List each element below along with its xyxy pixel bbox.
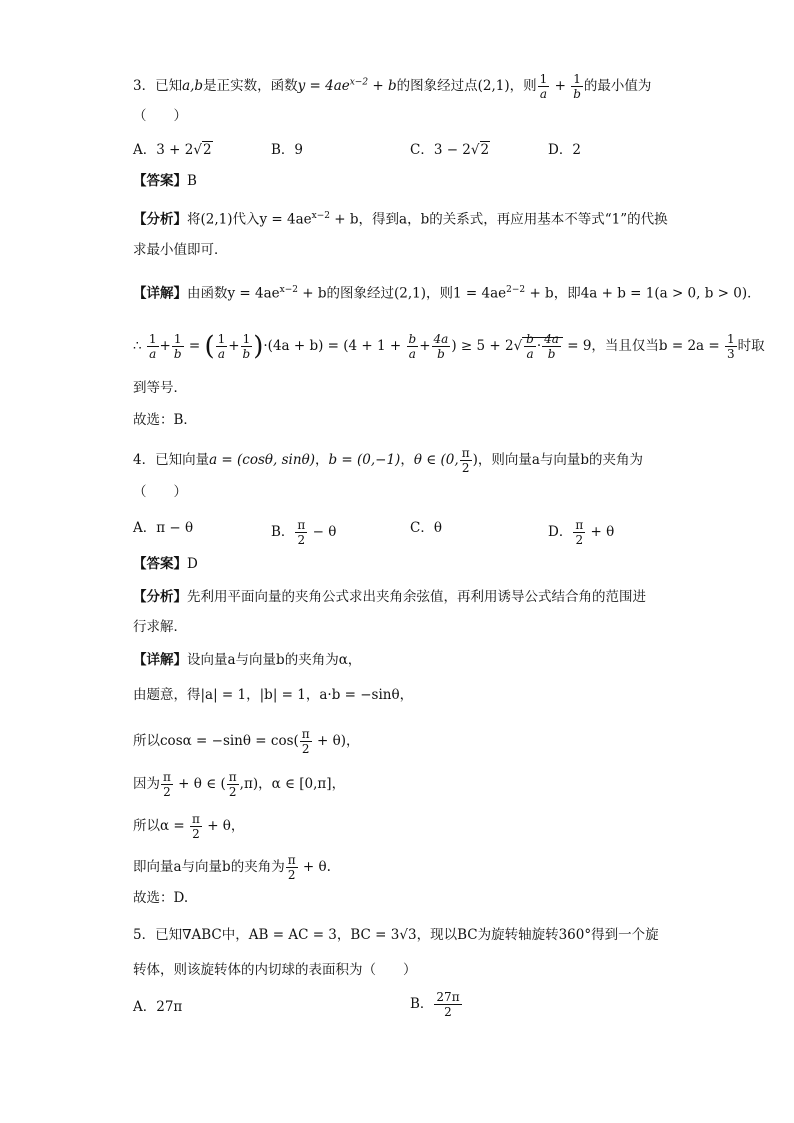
q4-detail-4: 因为 $\frac{\pi}{2}$ + θ ∈ ( $\frac{\pi}{2}$ ,π)，α ∈ [0,π]， <box>133 770 346 799</box>
q4-option-c: C．θ <box>410 520 442 536</box>
q3-option-a: A．3 + 2√2 <box>133 142 212 158</box>
q3-detail: 【详解】由函数$y = 4ae^{x-2} + b$的图象经过(2,1)，则$1 = 4ae^{2-2} + b$，即4a + b = 1(a > 0, b > 0)． <box>133 285 761 302</box>
q5-option-b: B． $\frac{27\pi}{2}$ <box>410 990 460 1019</box>
q3-choose: 故选：B． <box>133 412 197 428</box>
q3-option-b: B．9 <box>271 142 304 158</box>
q3-blank: （ ） <box>133 108 187 124</box>
q3-detail-cont: 到等号． <box>133 380 187 396</box>
q5-stem-cont: 转体，则该旋转体的内切球的表面积为（ ） <box>133 962 417 978</box>
q4-detail-6: 即向量a与向量b的夹角为 $\frac{\pi}{2}$ + θ. <box>133 853 331 882</box>
q5-stem: 5．已知∇ABC中，AB = AC = 3，BC = 3√3，现以BC为旋转轴旋转360°得到一个旋 <box>133 927 659 943</box>
q3-analysis-cont: 求最小值即可． <box>133 242 228 258</box>
q4-analysis-cont: 行求解． <box>133 619 187 635</box>
q3-option-c: C．3 − 2√2 <box>410 142 490 158</box>
q4-analysis: 【分析】先利用平面向量的夹角公式求出夹角余弦值，再利用诱导公式结合角的范围进 <box>133 589 646 605</box>
q4-choose: 故选：D. <box>133 890 189 906</box>
q3-analysis: 【分析】将(2,1)代入$y = 4ae^{x-2} + b$，得到a，b的关系式，再应用基本不等式“1”的代换 <box>133 211 668 228</box>
q4-detail-5: 所以α = $\frac{\pi}{2}$ + θ， <box>133 812 245 841</box>
q4-answer: 【答案】D <box>133 556 198 572</box>
q3-option-d: D．2 <box>548 142 581 158</box>
q4-option-a: A．π − θ <box>133 520 194 536</box>
q3-answer: 【答案】B <box>133 173 197 189</box>
q4-detail-2: 由题意，得|a| = 1，|b| = 1，a·b = −sinθ， <box>133 687 414 703</box>
q4-stem: 4．已知向量a = (cosθ, sinθ)，b = (0,−1)，θ ∈ (0, $\frac{\pi}{2}$ )，则向量a与向量b的夹角为 <box>133 446 644 475</box>
q4-detail: 【详解】设向量a与向量b的夹角为α， <box>133 652 362 668</box>
q5-option-a: A．27π <box>133 999 183 1015</box>
q4-option-b: B． $\frac{\pi}{2}$ − θ <box>271 518 337 547</box>
q4-option-d: D． $\frac{\pi}{2}$ + θ <box>548 518 615 547</box>
q3-detail-formula: ∴ $\frac{1}{a}$ + $\frac{1}{b}$ = ( $\frac{1}{a}$ + $\frac{1}{b}$ )·(4a + b) = (4 + 1 + $\frac{b}{a}$ + $\frac{4a}{b}$ ) ≥ 5 + 2√ $\frac{b}{a}$ · $\frac{4a}{b}$ = 9，当且仅当b = 2a = $\frac{1}{3}$ 时取 <box>133 331 765 362</box>
q4-blank: （ ） <box>133 484 187 500</box>
q3-stem: 3．已知a,b是正实数，函数$y = 4ae^{x-2} + b$的图象经过点(2,1)，则 $\frac{1}{a}$ + $\frac{1}{b}$ 的最小值为 <box>133 72 652 101</box>
q4-detail-3: 所以cosα = −sinθ = cos( $\frac{\pi}{2}$ + θ)， <box>133 727 360 756</box>
